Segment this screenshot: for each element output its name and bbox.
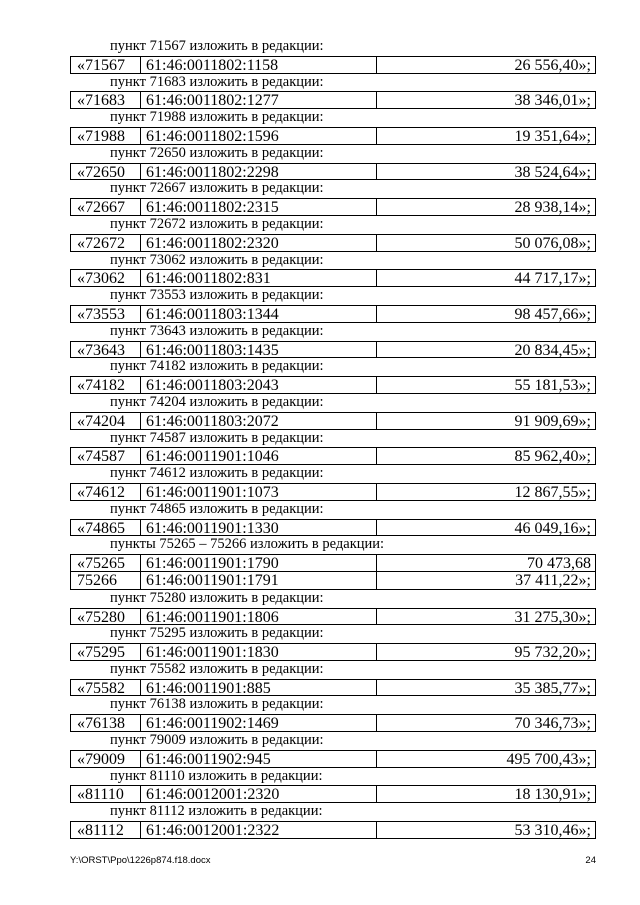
- amendment-heading: пункт 75280 изложить в редакции:: [110, 589, 324, 606]
- amendment-heading: пункт 81112 изложить в редакции:: [110, 803, 323, 820]
- item-number-cell: 75266: [71, 572, 141, 589]
- item-number-cell: «73553: [71, 306, 141, 322]
- item-number-cell: «71988: [71, 128, 141, 144]
- item-number-cell: «74865: [71, 520, 141, 536]
- cadastral-number-cell: 61:46:0011802:1277: [141, 92, 377, 108]
- table-row: [70, 305, 596, 323]
- table-row: [70, 679, 596, 697]
- amendment-heading: пункт 71567 изложить в редакции:: [110, 38, 324, 54]
- amendment-heading: пункт 74865 изложить в редакции:: [110, 500, 324, 517]
- value-cell: 91 909,69»;: [514, 412, 591, 429]
- cadastral-number-cell: 61:46:0011803:2072: [141, 413, 377, 429]
- cadastral-number-cell: 61:46:0012001:2320: [141, 786, 377, 802]
- cadastral-number-cell: 61:46:0011901:1806: [141, 609, 377, 625]
- amendment-heading: пункт 74587 изложить в редакции:: [110, 429, 324, 446]
- amendment-heading: пункт 75582 изложить в редакции:: [110, 660, 324, 677]
- item-number-cell: «74587: [71, 448, 141, 464]
- amendment-heading: пункт 72650 изложить в редакции:: [110, 144, 324, 161]
- amendment-heading: пункт 75295 изложить в редакции:: [110, 625, 324, 642]
- table-row: [70, 643, 596, 661]
- value-cell: 46 049,16»;: [514, 519, 591, 536]
- table-row: [70, 56, 596, 74]
- cadastral-number-cell: 61:46:0011802:2315: [141, 199, 377, 215]
- table-row: [70, 376, 596, 394]
- item-number-cell: «76138: [71, 715, 141, 731]
- value-cell: 12 867,55»;: [514, 483, 591, 500]
- item-number-cell: «71683: [71, 92, 141, 108]
- table-row: [70, 821, 596, 839]
- item-number-cell: «75280: [71, 609, 141, 625]
- table-row: [70, 554, 596, 572]
- value-cell: 85 962,40»;: [514, 448, 591, 465]
- cadastral-number-cell: 61:46:0011901:1330: [141, 520, 377, 536]
- table-row: [70, 750, 596, 768]
- amendment-heading: пункт 71988 изложить в редакции:: [110, 109, 324, 126]
- amendment-heading: пункт 74182 изложить в редакции:: [110, 358, 324, 375]
- table-row: [70, 483, 596, 501]
- value-cell: 70 346,73»;: [514, 715, 591, 732]
- value-cell: 98 457,66»;: [514, 305, 591, 322]
- item-number-cell: «75582: [71, 680, 141, 696]
- item-number-cell: «74204: [71, 413, 141, 429]
- value-cell: 95 732,20»;: [514, 644, 591, 660]
- item-number-cell: «72650: [71, 164, 141, 180]
- item-number-cell: «72672: [71, 235, 141, 251]
- table-row: [70, 714, 596, 732]
- cadastral-number-cell: 61:46:0011802:1596: [141, 128, 377, 144]
- cadastral-number-cell: 61:46:0011902:1469: [141, 715, 377, 731]
- value-cell: 38 524,64»;: [514, 163, 591, 180]
- table-row: [70, 608, 596, 626]
- cadastral-number-cell: 61:46:0011901:1073: [141, 484, 377, 500]
- table-row: [70, 163, 596, 181]
- table-row: [70, 341, 596, 359]
- item-number-cell: «81110: [71, 786, 141, 802]
- value-cell: 38 346,01»;: [514, 92, 591, 109]
- document-body: [70, 38, 596, 839]
- cadastral-number-cell: 61:46:0011901:1830: [141, 644, 377, 660]
- amendment-heading: пункт 71683 изложить в редакции:: [110, 73, 324, 90]
- item-number-cell: «73643: [71, 342, 141, 358]
- value-cell: 18 130,91»;: [514, 786, 591, 803]
- value-cell: 35 385,77»;: [514, 679, 591, 696]
- value-cell: 495 700,43»;: [506, 750, 591, 767]
- amendment-heading: пункт 74204 изложить в редакции:: [110, 393, 324, 410]
- cadastral-number-cell: 61:46:0011902:945: [141, 751, 377, 767]
- table-row: [70, 447, 596, 465]
- value-cell: 50 076,08»;: [514, 234, 591, 251]
- table-row: [70, 785, 596, 803]
- item-number-cell: «79009: [71, 751, 141, 767]
- amendment-heading: пункт 74612 изложить в редакции:: [110, 465, 324, 482]
- cadastral-number-cell: 61:46:0011802:2298: [141, 164, 377, 180]
- file-path: Y:\ORST\Ppo\1226p874.f18.docx: [70, 855, 211, 866]
- amendment-heading: пункт 72672 изложить в редакции:: [110, 215, 324, 232]
- item-number-cell: «81112: [71, 822, 141, 838]
- table-row: [70, 269, 596, 287]
- amendment-heading: пункты 75265 – 75266 изложить в редакции:: [110, 536, 385, 553]
- table-row: [70, 91, 596, 109]
- cadastral-number-cell: 61:46:0011901:1046: [141, 448, 377, 464]
- value-cell: 44 717,17»;: [514, 270, 591, 287]
- value-cell: 19 351,64»;: [514, 127, 591, 144]
- cadastral-number-cell: 61:46:0011802:1158: [141, 57, 377, 73]
- value-cell: 70 473,68: [527, 555, 591, 571]
- value-cell: 37 411,22»;: [515, 571, 591, 589]
- cadastral-number-cell: 61:46:0011901:885: [141, 680, 377, 696]
- cadastral-number-cell: 61:46:0011802:2320: [141, 235, 377, 251]
- value-cell: 31 275,30»;: [514, 608, 591, 625]
- table-row: [70, 572, 596, 590]
- amendment-heading: пункт 73062 изложить в редакции:: [110, 251, 324, 268]
- item-number-cell: «73062: [71, 270, 141, 286]
- cadastral-number-cell: 61:46:0012001:2322: [141, 822, 377, 838]
- cadastral-number-cell: 61:46:0011803:2043: [141, 377, 377, 393]
- item-number-cell: «71567: [71, 57, 141, 73]
- cadastral-number-cell: 61:46:0011901:1791: [141, 572, 377, 589]
- amendment-heading: пункт 73643 изложить в редакции:: [110, 322, 324, 339]
- table-row: [70, 198, 596, 216]
- value-cell: 20 834,45»;: [514, 341, 591, 358]
- amendment-heading: пункт 81110 изложить в редакции:: [110, 767, 323, 784]
- cadastral-number-cell: 61:46:0011803:1435: [141, 342, 377, 358]
- amendment-heading: пункт 73553 изложить в редакции:: [110, 287, 324, 304]
- value-cell: 55 181,53»;: [514, 377, 591, 393]
- item-number-cell: «75265: [71, 555, 141, 571]
- item-number-cell: «74612: [71, 484, 141, 500]
- value-cell: 26 556,40»;: [514, 56, 591, 73]
- amendment-heading: пункт 79009 изложить в редакции:: [110, 732, 324, 749]
- amendment-heading: пункт 72667 изложить в редакции:: [110, 180, 324, 197]
- item-number-cell: «75295: [71, 644, 141, 660]
- cadastral-number-cell: 61:46:0011803:1344: [141, 306, 377, 322]
- cadastral-number-cell: 61:46:0011901:1790: [141, 555, 377, 571]
- table-row: [70, 412, 596, 430]
- item-number-cell: «72667: [71, 199, 141, 215]
- table-row: [70, 127, 596, 145]
- value-cell: 28 938,14»;: [514, 199, 591, 215]
- value-cell: 53 310,46»;: [514, 822, 591, 838]
- table-row: [70, 519, 596, 537]
- page-number: 24: [585, 855, 596, 866]
- table-row: [70, 234, 596, 252]
- amendment-heading: пункт 76138 изложить в редакции:: [110, 696, 324, 713]
- item-number-cell: «74182: [71, 377, 141, 393]
- cadastral-number-cell: 61:46:0011802:831: [141, 270, 377, 286]
